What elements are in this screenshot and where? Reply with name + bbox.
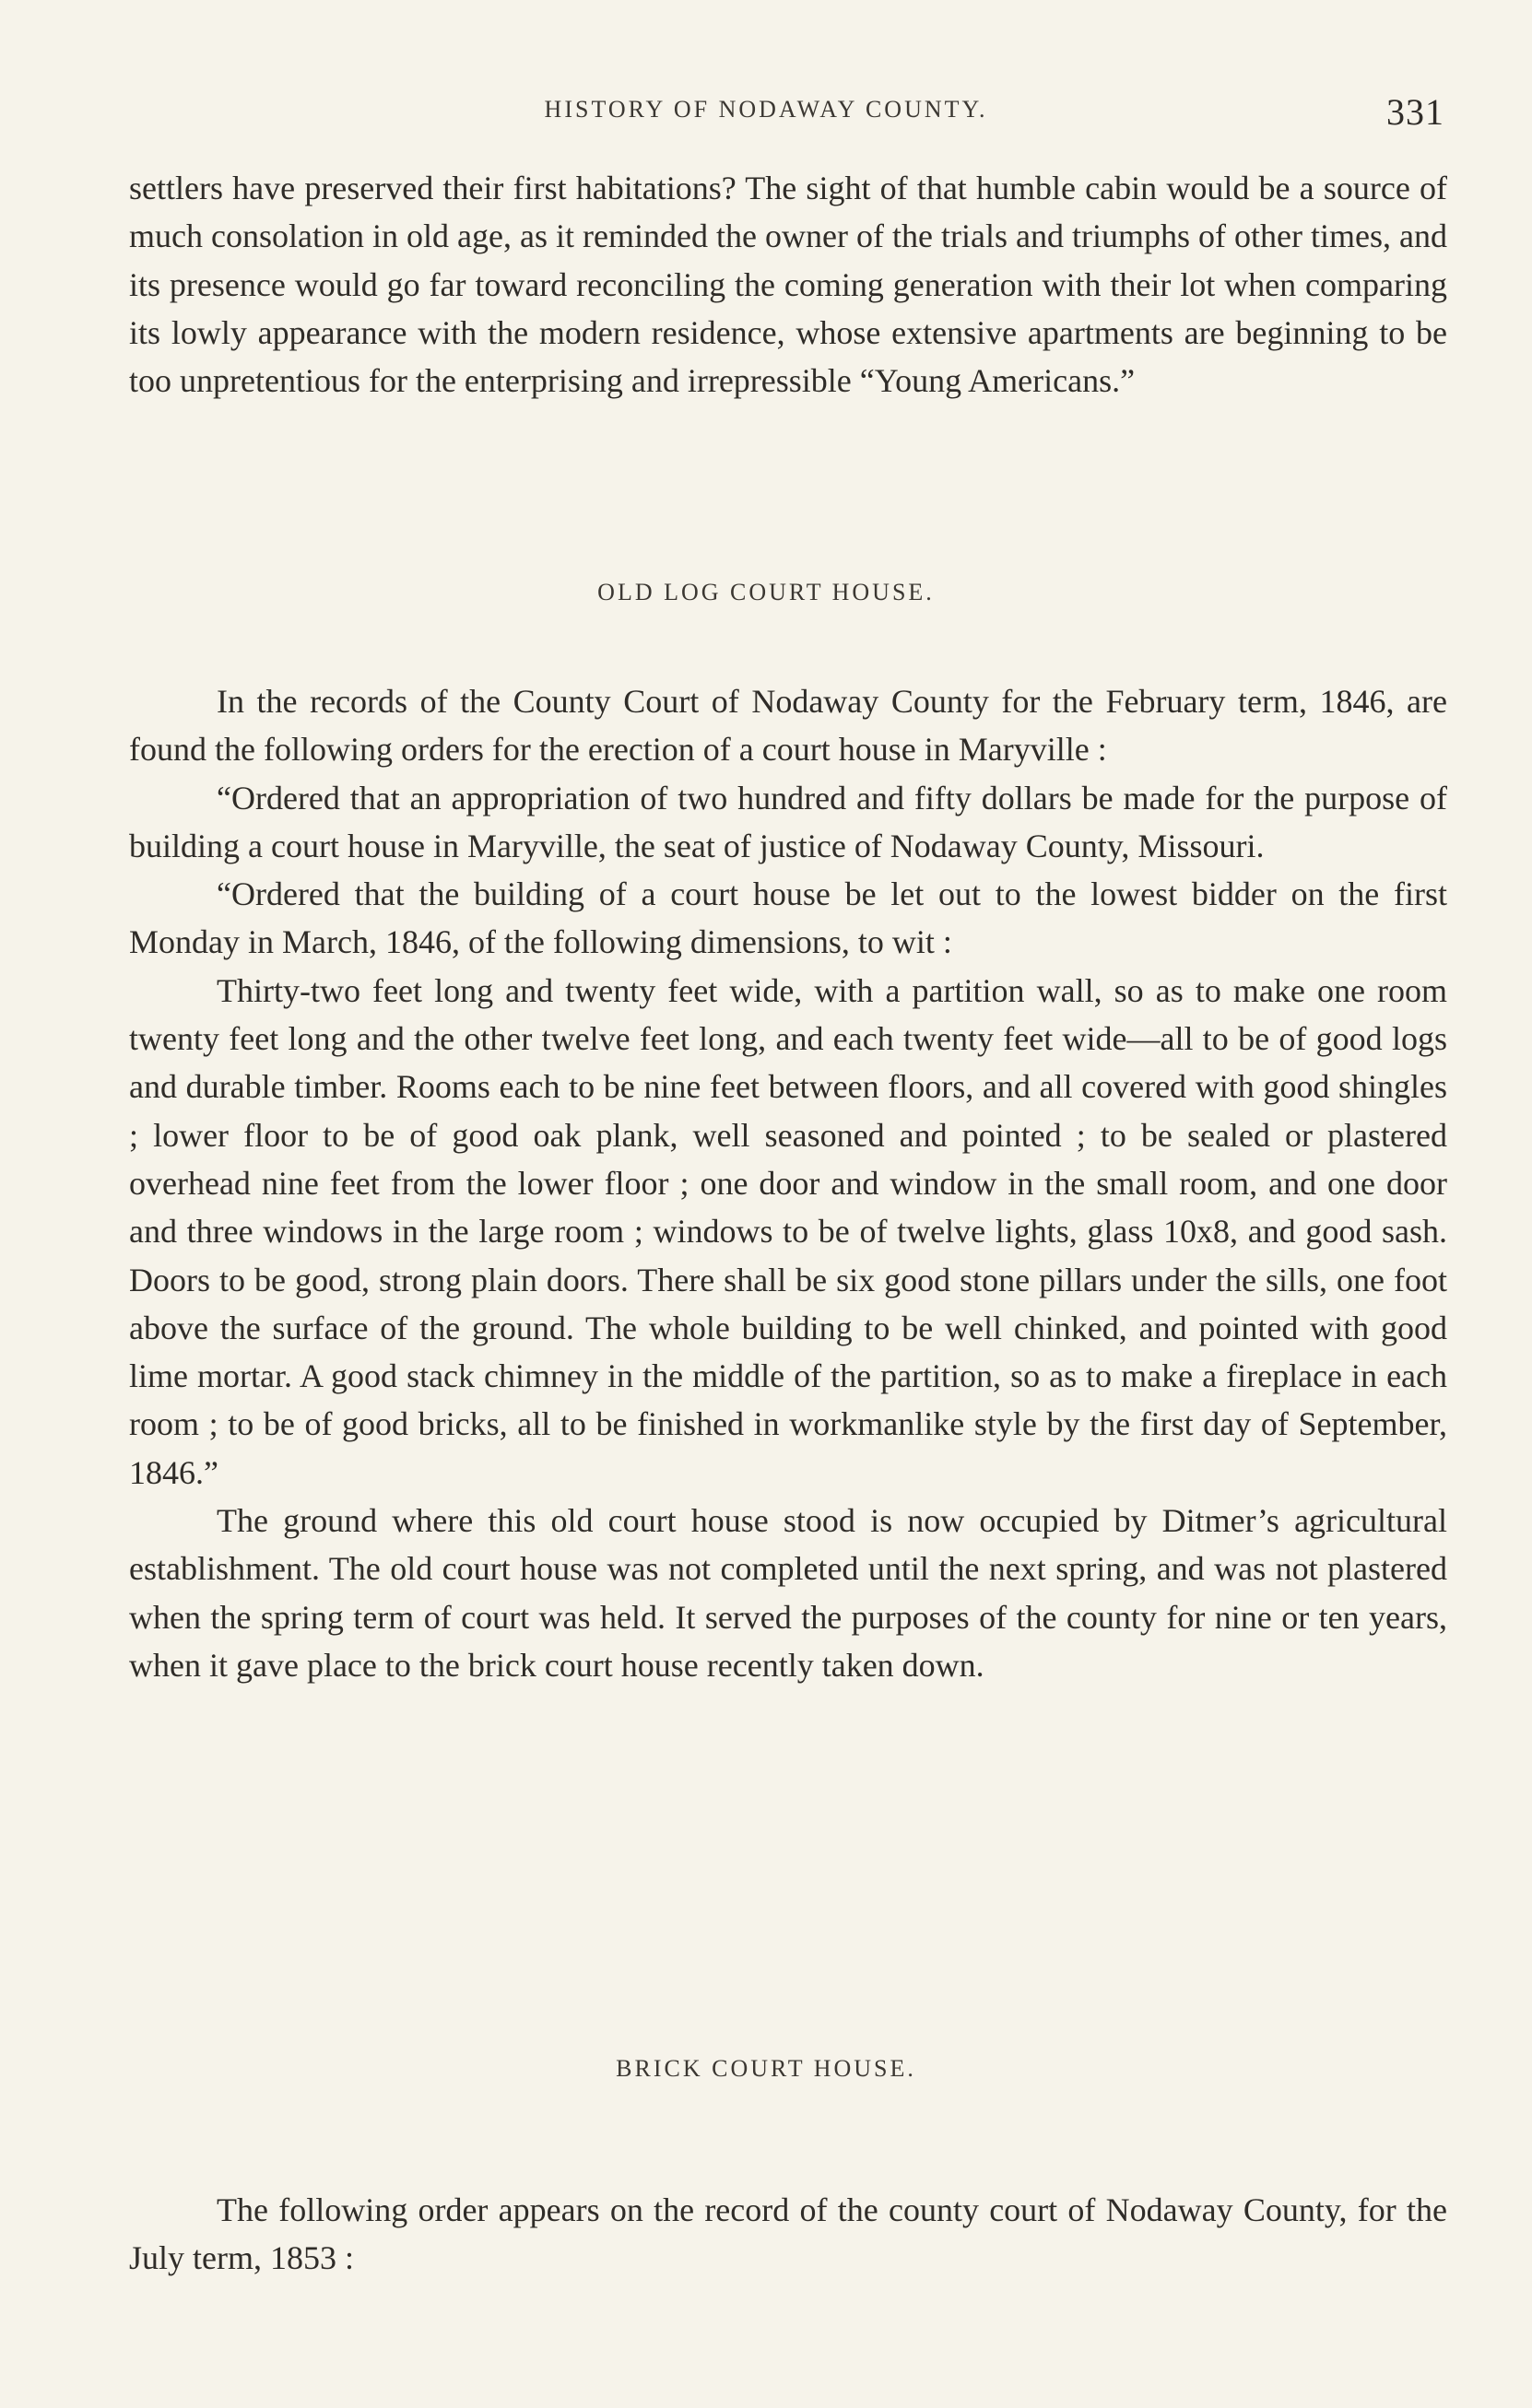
paragraph-following-order: The following order appears on the record of the county court of Nodaway County, for the July term, 1853 : [129, 2191, 1447, 2277]
paragraph-ground: The ground where this old court house stood is now occupied by Ditmer’s agricultural establishment. The old court house was not completed until the next spring, and was not plastered when the spring term of court was held. It served the purposes of the county for nine or ten years, when it gave place to the brick court house recently taken down. [129, 1502, 1447, 1684]
paragraph-dimensions: Thirty-two feet long and twenty feet wide, with a partition wall, so as to make one room twenty feet long and the other twelve feet long, and each twenty feet wide—all to be of good logs and durable timber. Rooms each to be nine feet between floors, and all covered with good shingles ; lower floor to be of good oak plank, well seasoned and pointed ; to be sealed or plastered overhead nine feet from the lower floor ; one door and window in the small room, and one door and three windows in the large room ; windows to be of twelve lights, glass 10x8, and good sash. Doors to be good, strong plain doors. There shall be six good stone pillars under the sills, one foot above the surface of the ground. The whole building to be well chinked, and pointed with good lime mortar. A good stack chimney in the middle of the partition, so as to make a fireplace in each room ; to be of good bricks, all to be finished in workmanlike style by the first day of September, 1846.” [129, 971, 1447, 1491]
paragraph-order-appropriation: “Ordered that an appropriation of two hundred and fifty dollars be made for the purpose of building a court house in Maryville, the seat of justice of Nodaway County, Missouri. [129, 779, 1447, 864]
section-heading-old-log-court-house: OLD LOG COURT HOUSE. [597, 579, 935, 605]
section-heading-brick-court-house: BRICK COURT HOUSE. [616, 2055, 916, 2082]
brick-section [129, 2186, 1447, 2283]
intro-paragraph: settlers have preserved their first habitations? The sight of that humble cabin would be a source of much consolation in old age, as it reminded the owner of the trials and triumphs of other times, and its presence would go far toward reconciling the coming generation with their lot when comparing its lowly appearance with the modern residence, whose extensive apartments are beginning to be too unpretentious for the enterprising and irrepressible “Young Americans.” [129, 170, 1447, 400]
intro-section [129, 164, 1447, 405]
old-log-section [129, 677, 1447, 1689]
running-head [0, 91, 1532, 133]
paragraph-order-building: “Ordered that the building of a court house be let out to the lowest bidder on the first Monday in March, 1846, of the following dimensions, to wit : [129, 875, 1447, 961]
running-title: HISTORY OF NODAWAY COUNTY. [544, 96, 988, 123]
page-number: 331 [1386, 91, 1444, 133]
paragraph-records: In the records of the County Court of Nodaway County for the February term, 1846, are found the following orders for the erection of a court house in Maryville : [129, 683, 1447, 769]
